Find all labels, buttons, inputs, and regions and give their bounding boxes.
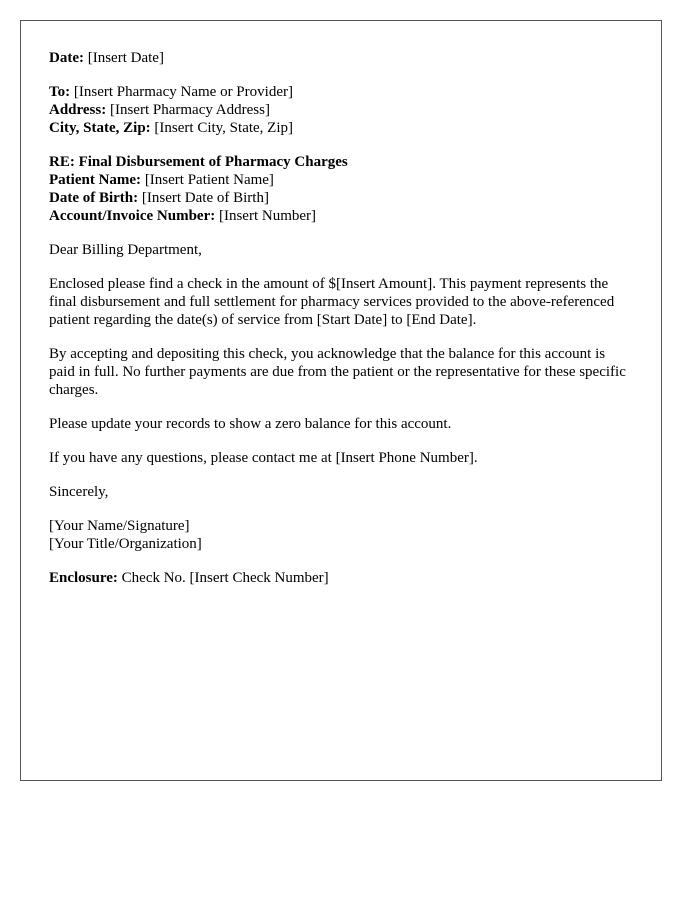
- body-paragraph-1: Enclosed please find a check in the amount of $[Insert Amount]. This payment represents the final disbursement and full settlement for pharmacy services provided to the above-referenced patient regarding the date(s) of service from [Start Date] to [End Date].: [49, 276, 615, 328]
- re-line: RE: Final Disbursement of Pharmacy Charges: [49, 154, 348, 170]
- salutation: Dear Billing Department,: [49, 242, 202, 258]
- account-value: [Insert Number]: [215, 208, 317, 224]
- account-line: [49, 207, 633, 225]
- patient-name-value: [Insert Patient Name]: [141, 172, 274, 188]
- recipient-block: [49, 83, 633, 137]
- date-value: [Insert Date]: [83, 50, 164, 66]
- enclosure-block: [49, 569, 633, 587]
- address-value: [Insert Pharmacy Address]: [106, 102, 270, 118]
- patient-name-label: Patient Name:: [49, 172, 142, 188]
- city-value: [Insert City, State, Zip]: [150, 120, 294, 136]
- to-value: [Insert Pharmacy Name or Provider]: [70, 84, 293, 100]
- closing: Sincerely,: [49, 484, 109, 500]
- account-label: Account/Invoice Number:: [49, 208, 216, 224]
- signature-title: [Your Title/Organization]: [49, 536, 202, 552]
- dob-value: [Insert Date of Birth]: [138, 190, 269, 206]
- body-paragraph-2: By accepting and depositing this check, you acknowledge that the balance for this account is paid in full. No further payments are due from the patient or the representative for these specific charges.: [49, 346, 626, 398]
- address-label: Address:: [49, 102, 107, 118]
- reference-block: [49, 153, 633, 225]
- address-line: [49, 101, 633, 119]
- city-label: City, State, Zip:: [49, 120, 151, 136]
- signature-block: [49, 517, 633, 553]
- to-label: To:: [49, 84, 71, 100]
- city-line: [49, 119, 633, 137]
- enclosure-value: Check No. [Insert Check Number]: [117, 570, 329, 586]
- letter-page: [20, 20, 662, 781]
- body-paragraph-3: Please update your records to show a zero balance for this account.: [49, 416, 452, 432]
- signature-name: [Your Name/Signature]: [49, 518, 190, 534]
- date-label: Date:: [49, 50, 84, 66]
- dob-label: Date of Birth:: [49, 190, 139, 206]
- patient-name-line: [49, 171, 633, 189]
- date-line: [49, 49, 633, 67]
- dob-line: [49, 189, 633, 207]
- date-block: [49, 49, 633, 67]
- enclosure-label: Enclosure:: [49, 570, 118, 586]
- to-line: [49, 83, 633, 101]
- body-paragraph-4: If you have any questions, please contact me at [Insert Phone Number].: [49, 450, 478, 466]
- enclosure-line: [49, 569, 633, 587]
